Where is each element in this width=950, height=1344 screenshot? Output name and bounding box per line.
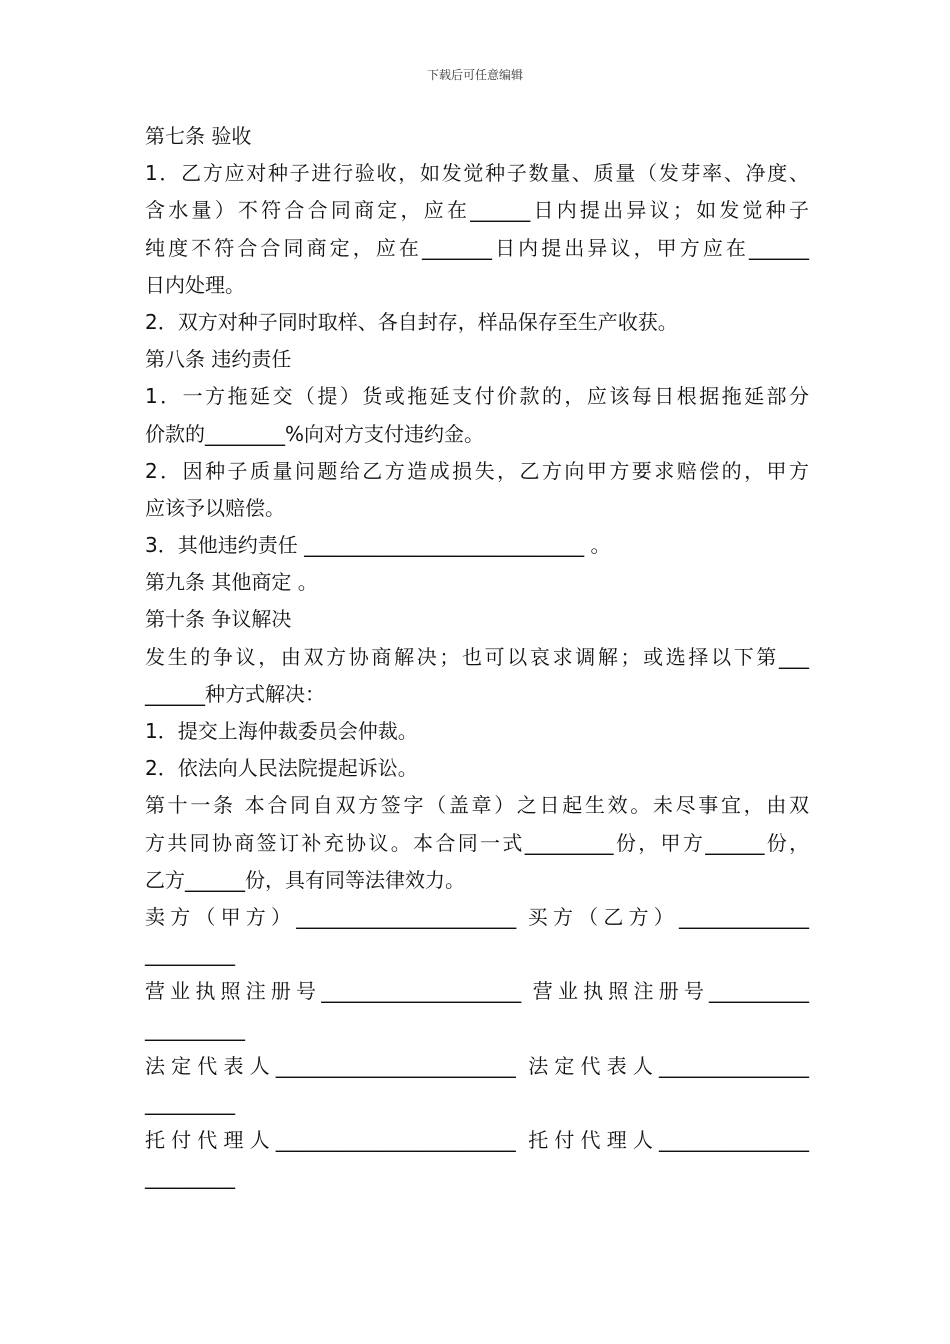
- page-header: 下载后可任意编辑: [426, 68, 523, 82]
- signature-line-agent: 托付代理人________________________ 托付代理人_______________: [145, 1128, 809, 1153]
- paragraph-line: 1．一方拖延交（提）货或拖延支付价款的，应该每日根据拖延部分: [145, 384, 809, 409]
- signature-line-seller-buyer: 卖方（甲方）______________________ 买方（乙方）_____________: [145, 904, 809, 929]
- signature-line-continuation: _________: [145, 1090, 235, 1115]
- paragraph-line: 2．双方对种子同时取样、各自封存，样品保存至生产收获。: [145, 309, 678, 334]
- paragraph-line: 2．因种子质量问题给乙方造成损失，乙方向甲方要求赔偿的，甲方: [145, 458, 809, 483]
- signature-line-continuation: _________: [145, 1165, 235, 1190]
- paragraph-line: 发生的争议，由双方协商解决；也可以哀求调解；或选择以下第___: [145, 644, 809, 669]
- paragraph-line: 日内处理。: [145, 272, 245, 297]
- paragraph-line: 纯度不符合合同商定，应在_______日内提出异议，甲方应在______: [145, 235, 809, 260]
- section-title-article-8: 第八条 违约责任: [145, 347, 292, 372]
- paragraph-line: 乙方______份，具有同等法律效力。: [145, 867, 465, 892]
- paragraph-line: 应该予以赔偿。: [145, 495, 285, 520]
- paragraph-line: 价款的________%向对方支付违约金。: [145, 421, 485, 446]
- signature-line-continuation: __________: [145, 1016, 245, 1041]
- paragraph-line: 1．提交上海仲裁委员会仲裁。: [145, 719, 418, 743]
- paragraph-line: 3．其他违约责任 ____________________________ 。: [145, 533, 611, 558]
- signature-line-legal-rep: 法定代表人________________________ 法定代表人_______________: [145, 1053, 809, 1078]
- paragraph-line: 方共同协商签订补充协议。本合同一式_________份，甲方______份，: [145, 830, 809, 855]
- paragraph-line: 2．依法向人民法院提起诉讼。: [145, 756, 418, 781]
- paragraph-line: 1．乙方应对种子进行验收，如发觉种子数量、质量（发芽率、净度、: [145, 161, 809, 186]
- signature-line-license: 营业执照注册号____________________ 营业执照注册号__________: [145, 979, 809, 1004]
- paragraph-line: ______种方式解决：: [145, 681, 325, 706]
- paragraph-line: 含水量）不符合合同商定，应在______日内提出异议；如发觉种子: [145, 198, 809, 223]
- document-body: [145, 118, 809, 1196]
- signature-line-continuation: _________: [145, 942, 235, 967]
- section-title-article-7: 第七条 验收: [145, 124, 252, 148]
- section-title-article-11: 第十一条 本合同自双方签字（盖章）之日起生效。未尽事宜，由双: [145, 793, 809, 818]
- section-title-article-10: 第十条 争议解决: [145, 607, 292, 632]
- section-title-article-9: 第九条 其他商定 。: [145, 570, 318, 595]
